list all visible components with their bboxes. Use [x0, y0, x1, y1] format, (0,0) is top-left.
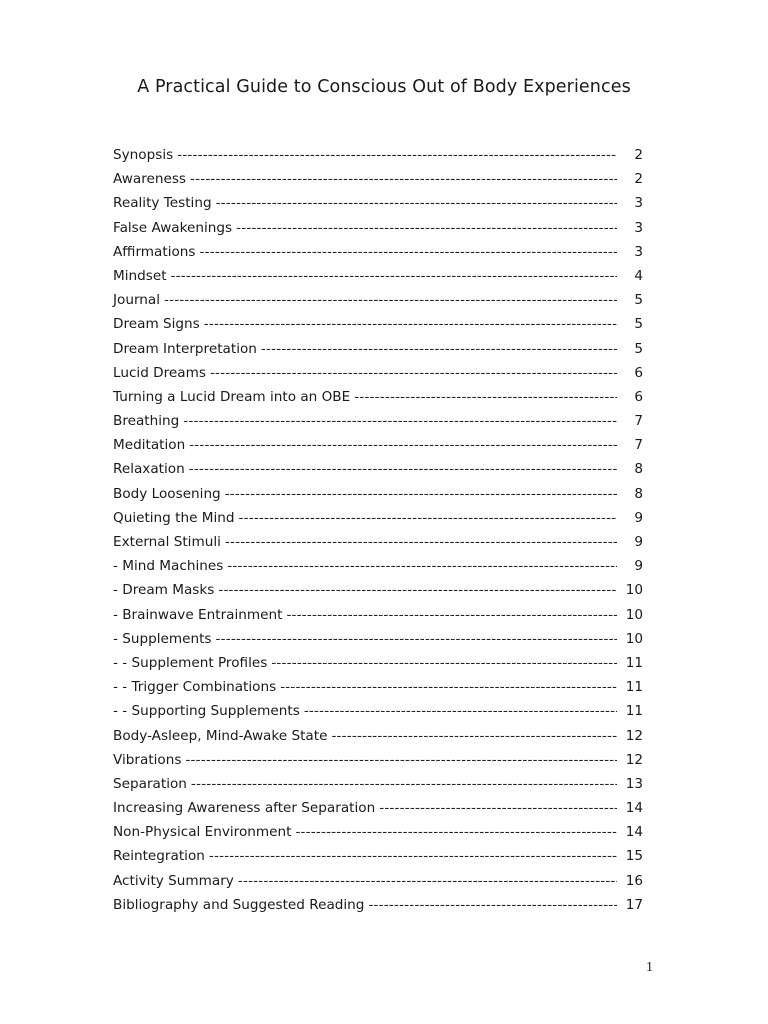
toc-dot-leader [375, 796, 617, 820]
toc-entry-page: 7 [634, 413, 643, 430]
toc-dot-leader [196, 240, 618, 264]
toc-entry-page: 9 [634, 509, 643, 526]
toc-entry [113, 506, 643, 530]
toc-entry [113, 288, 643, 312]
toc-entry [113, 216, 643, 240]
toc-dot-leader [267, 651, 617, 675]
toc-entry-label: - - Supporting Supplements [113, 703, 300, 720]
toc-dot-leader [221, 482, 617, 506]
toc-entry [113, 820, 643, 844]
toc-entry-label: Meditation [113, 437, 186, 454]
toc-entry-label: - - Trigger Combinations [113, 679, 277, 696]
toc-entry-page: 14 [625, 800, 643, 817]
toc-dot-leader [206, 361, 617, 385]
toc-entry-page: 5 [634, 340, 643, 357]
toc-entry [113, 554, 643, 578]
toc-entry [113, 191, 643, 215]
toc-entry-page: 10 [625, 630, 643, 647]
toc-entry [113, 240, 643, 264]
toc-entry-label: External Stimuli [113, 534, 221, 550]
toc-dot-leader [282, 603, 617, 627]
toc-dot-leader [200, 312, 617, 336]
toc-entry [113, 869, 643, 893]
toc-entry-page: 12 [625, 751, 643, 768]
toc-dot-leader [235, 506, 617, 530]
toc-dot-leader [291, 820, 617, 844]
toc-dot-leader [364, 893, 617, 917]
toc-entry-label: Awareness [113, 171, 186, 188]
toc-entry-label: Breathing [113, 413, 180, 430]
toc-dot-leader [167, 264, 617, 288]
toc-entry-page: 17 [625, 896, 643, 913]
toc-dot-leader [212, 191, 617, 215]
toc-dot-leader [223, 554, 617, 578]
toc-entry-label: Body Loosening [113, 485, 221, 502]
toc-entry [113, 312, 643, 336]
toc-entry-label: Synopsis [113, 147, 174, 163]
toc-entry-label: Reintegration [113, 848, 205, 865]
toc-entry-page: 2 [634, 147, 643, 163]
toc-dot-leader [212, 627, 617, 651]
toc-entry [113, 893, 643, 917]
toc-entry-page: 6 [634, 388, 643, 405]
toc-entry-label: Separation [113, 775, 187, 792]
toc-entry [113, 724, 643, 748]
toc-entry [113, 385, 643, 409]
toc-dot-leader [232, 216, 617, 240]
toc-dot-leader [185, 457, 617, 481]
toc-entry-page: 11 [625, 679, 643, 696]
toc-entry [113, 844, 643, 868]
toc-entry-label: Quieting the Mind [113, 509, 235, 526]
toc-dot-leader [214, 578, 617, 602]
toc-entry-label: Vibrations [113, 751, 182, 768]
toc-entry-label: - - Supplement Profiles [113, 654, 268, 671]
toc-entry [113, 675, 643, 699]
toc-entry-label: Turning a Lucid Dream into an OBE [113, 388, 351, 405]
toc-entry-label: - Supplements [113, 630, 212, 647]
toc-entry [113, 699, 643, 723]
toc-entry [113, 264, 643, 288]
toc-entry-page: 3 [634, 195, 643, 212]
toc-entry-page: 5 [634, 316, 643, 333]
toc-dot-leader [257, 337, 617, 361]
toc-entry-label: - Mind Machines [113, 558, 224, 575]
toc-entry [113, 337, 643, 361]
toc-entry-label: Non-Physical Environment [113, 824, 292, 841]
toc-entry-page: 12 [625, 727, 643, 744]
toc-entry-page: 11 [625, 654, 643, 671]
toc-entry [113, 167, 643, 191]
toc-entry [113, 651, 643, 675]
toc-entry [113, 748, 643, 772]
toc-entry-label: - Dream Masks [113, 582, 215, 599]
toc-entry-label: Activity Summary [113, 872, 234, 889]
toc-dot-leader [276, 675, 617, 699]
toc-entry [113, 482, 643, 506]
toc-entry-page: 4 [634, 267, 643, 284]
toc-entry [113, 409, 643, 433]
toc-dot-leader [234, 869, 617, 893]
toc-dot-leader [327, 724, 617, 748]
toc-entry [113, 433, 643, 457]
document-title: A Practical Guide to Conscious Out of Body Experiences [137, 77, 631, 97]
toc-entry-label: Reality Testing [113, 195, 212, 212]
toc-entry [113, 457, 643, 481]
toc-dot-leader [350, 385, 617, 409]
toc-dot-leader [186, 167, 617, 191]
toc-dot-leader [300, 699, 617, 723]
toc-entry-page: 16 [625, 872, 643, 889]
toc-dot-leader [205, 844, 617, 868]
toc-entry [113, 627, 643, 651]
toc-entry-page: 5 [634, 292, 643, 309]
toc-entry-label: Bibliography and Suggested Reading [113, 896, 365, 913]
toc-entry-label: - Brainwave Entrainment [113, 606, 283, 623]
toc-entry-label: Relaxation [113, 461, 185, 478]
toc-entry-page: 6 [634, 364, 643, 381]
toc-entry-page: 10 [625, 606, 643, 623]
toc-entry-page: 3 [634, 219, 643, 236]
toc-entry-page: 8 [634, 485, 643, 502]
toc-dot-leader [179, 409, 617, 433]
toc-dot-leader [221, 530, 617, 554]
toc-entry-label: Dream Signs [113, 316, 200, 333]
toc-entry-page: 9 [634, 534, 643, 550]
toc-dot-leader [185, 433, 617, 457]
toc-entry [113, 603, 643, 627]
toc-entry-label: Affirmations [113, 243, 196, 260]
toc-entry-label: Increasing Awareness after Separation [113, 800, 376, 817]
toc-entry [113, 143, 643, 167]
toc-dot-leader [160, 288, 617, 312]
toc-entry-label: Lucid Dreams [113, 364, 206, 381]
toc-entry-page: 9 [634, 558, 643, 575]
toc-entry-page: 11 [625, 703, 643, 720]
toc-dot-leader [187, 772, 617, 796]
toc-entry-page: 2 [634, 171, 643, 188]
page-number: 1 [646, 960, 653, 975]
toc-entry-label: Dream Interpretation [113, 340, 257, 357]
toc-entry [113, 578, 643, 602]
toc-entry-page: 13 [625, 775, 643, 792]
toc-entry-label: False Awakenings [113, 219, 233, 236]
table-of-contents [113, 143, 643, 917]
toc-entry-page: 8 [634, 461, 643, 478]
toc-entry [113, 530, 643, 554]
toc-entry-label: Journal [113, 292, 161, 309]
toc-entry-page: 15 [625, 848, 643, 865]
toc-dot-leader [181, 748, 617, 772]
toc-entry [113, 796, 643, 820]
toc-entry-page: 14 [625, 824, 643, 841]
toc-entry-label: Mindset [113, 267, 167, 284]
toc-entry-label: Body-Asleep, Mind-Awake State [113, 727, 328, 744]
toc-dot-leader [173, 143, 617, 167]
toc-entry-page: 10 [625, 582, 643, 599]
toc-entry-page: 7 [634, 437, 643, 454]
toc-entry [113, 772, 643, 796]
toc-entry [113, 361, 643, 385]
toc-entry-page: 3 [634, 243, 643, 260]
